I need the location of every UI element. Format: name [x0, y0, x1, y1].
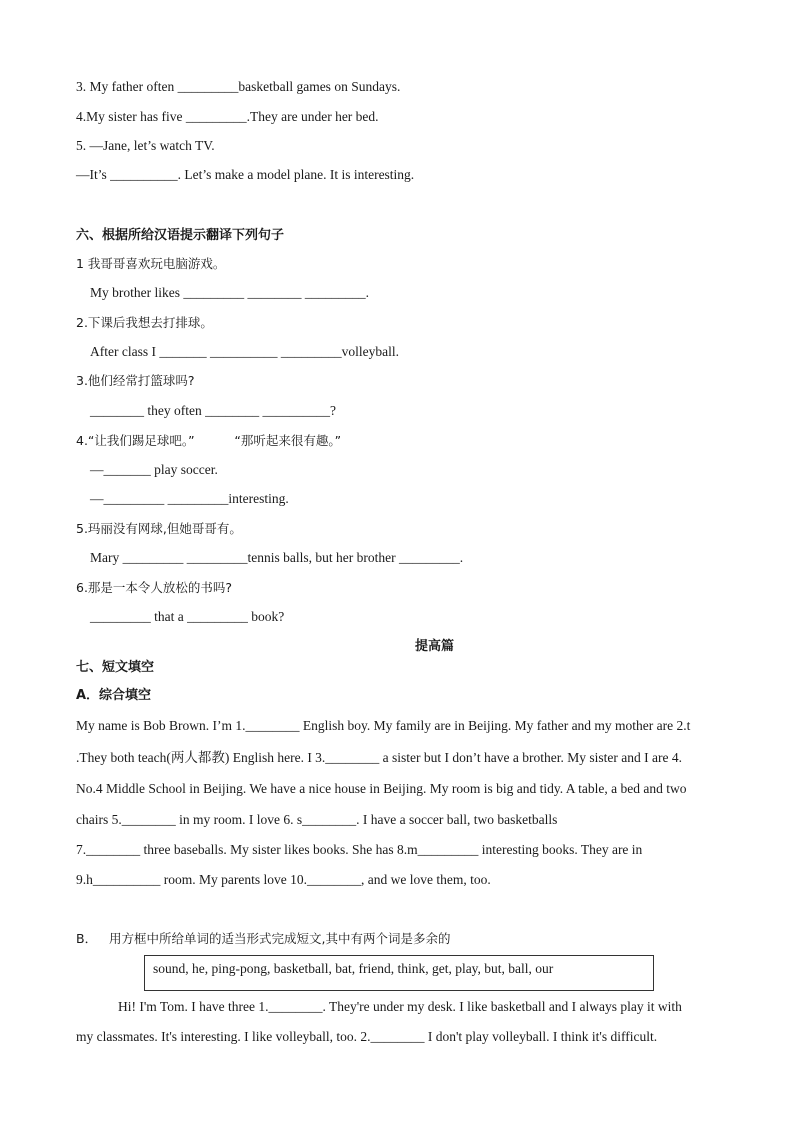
q6-6-english: _________ that a _________ book? — [90, 609, 285, 624]
q6-1-english: My brother likes _________ ________ _________. — [90, 285, 369, 300]
question-5-5-line2: —It’s __________. Let’s make a model plane. It is interesting. — [76, 167, 415, 182]
q6-4-english-line2: —_________ _________interesting. — [90, 491, 289, 506]
passage-line: My name is Bob Brown. I’m 1.________ English boy. My family are in Beijing. My father and my mother are 2.t — [76, 718, 691, 733]
passage-line: chairs 5.________ in my room. I love 6. s________. I have a soccer ball, two basketballs — [76, 812, 558, 827]
passage-line: my classmates. It's interesting. I like volleyball, too. 2.________ I don't play volleyball. I think it's difficult. — [76, 1029, 658, 1044]
advanced-section-title: 提高篇 — [415, 639, 455, 654]
q6-4-chinese: 4.“让我们踢足球吧。” “那听起来很有趣。” — [76, 433, 342, 448]
part-b-heading: B． 用方框中所给单词的适当形式完成短文,其中有两个词是多余的 — [76, 931, 451, 946]
question-5-5-line1: 5. —Jane, let’s watch TV. — [76, 138, 215, 153]
q6-5-chinese: 5.玛丽没有网球,但她哥哥有。 — [76, 521, 242, 536]
passage-line: 9.h__________ room. My parents love 10.________, and we love them, too. — [76, 872, 491, 887]
word-box-list: sound, he, ping-pong, basketball, bat, friend, think, get, play, but, ball, our — [153, 961, 554, 976]
question-5-4: 4.My sister has five _________.They are under her bed. — [76, 109, 379, 124]
q6-2-english: After class I _______ __________ _________volleyball. — [90, 344, 399, 359]
part-a-heading: A．综合填空 — [76, 688, 152, 703]
q6-1-chinese: 1 我哥哥喜欢玩电脑游戏。 — [76, 256, 226, 271]
q6-3-chinese: 3.他们经常打篮球吗? — [76, 373, 195, 388]
q6-6-chinese: 6.那是一本令人放松的书吗? — [76, 580, 233, 595]
section7-heading: 七、短文填空 — [76, 660, 155, 675]
q6-4-english-line1: —_______ play soccer. — [90, 462, 218, 477]
passage-line: .They both teach(两人都教) English here. I 3.________ a sister but I don’t have a brother. My sister and I are 4. — [76, 750, 682, 765]
question-5-3: 3. My father often _________basketball games on Sundays. — [76, 79, 401, 94]
q6-5-english: Mary _________ _________tennis balls, but her brother _________. — [90, 550, 464, 565]
passage-line: No.4 Middle School in Beijing. We have a nice house in Beijing. My room is big and tidy. A table, a bed and two — [76, 781, 687, 796]
word-box — [144, 955, 654, 991]
section6-heading: 六、根据所给汉语提示翻译下列句子 — [76, 228, 285, 243]
q6-3-english: ________ they often ________ __________? — [90, 403, 336, 418]
passage-line: Hi! I'm Tom. I have three 1.________. They're under my desk. I like basketball and I always play it with — [118, 999, 682, 1014]
q6-2-chinese: 2.下课后我想去打排球。 — [76, 315, 213, 330]
passage-line: 7.________ three baseballs. My sister likes books. She has 8.m_________ interesting books. They are in — [76, 842, 643, 857]
